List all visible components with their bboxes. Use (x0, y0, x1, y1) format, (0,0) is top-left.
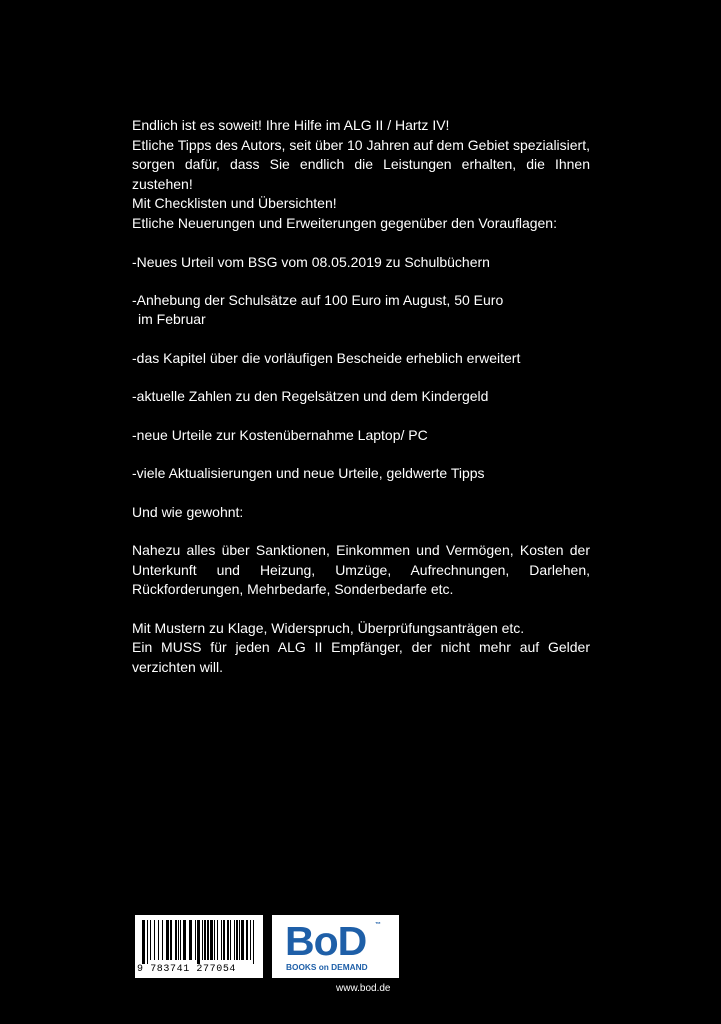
barcode-bar (246, 920, 248, 960)
barcode-bar (142, 920, 145, 964)
barcode-bar (170, 920, 172, 960)
barcode-bar (189, 920, 192, 960)
barcode-bar (207, 920, 209, 960)
barcode-bar (253, 920, 254, 964)
barcode-bar (147, 920, 148, 964)
bod-logo-text: BoD (285, 918, 367, 964)
barcode-bar (162, 920, 163, 960)
barcode-bar (195, 920, 196, 960)
intro-news: Etliche Neuerungen und Erweiterungen gegenüber den Vorauflagen: (132, 214, 557, 231)
bullet-item: -neue Urteile zur Kostenübernahme Laptop/ PC (132, 426, 428, 443)
publisher-logo (272, 915, 399, 978)
barcode-bar (236, 920, 238, 960)
barcode-bar (180, 920, 181, 960)
barcode-bar (217, 920, 218, 960)
barcode-bar (158, 920, 159, 960)
bullet-item: -Anhebung der Schulsätze auf 100 Euro im August, 50 Euro (132, 291, 504, 308)
barcode-bar (241, 920, 244, 960)
barcode-bar (183, 920, 186, 960)
barcode-bar (150, 920, 151, 960)
barcode-bar (154, 920, 155, 960)
barcode-bar (214, 920, 215, 960)
bullet-item-continuation: im Februar (138, 311, 206, 327)
barcode-bar (223, 920, 225, 960)
trademark-symbol: ™ (375, 922, 381, 928)
publisher-url: www.bod.de (336, 983, 391, 994)
barcode-bar (204, 920, 206, 960)
bod-tagline: BOOKS on DEMAND (286, 962, 368, 972)
barcode-bar (250, 920, 251, 960)
bullet-item: -viele Aktualisierungen und neue Urteile, geldwerte Tipps (132, 465, 485, 481)
closing-models: Mit Mustern zu Klage, Widerspruch, Überprüfungsanträgen etc. (132, 619, 525, 636)
barcode-bar (175, 920, 177, 960)
bullet-item: -Neues Urteil vom BSG vom 08.05.2019 zu Schulbüchern (132, 254, 490, 270)
barcode-bar (202, 920, 203, 960)
barcode-bar (166, 920, 169, 960)
barcode-bar (239, 920, 240, 960)
barcode-bar (178, 920, 179, 960)
bullet-item: -aktuelle Zahlen zu den Regelsätzen und dem Kindergeld (132, 388, 489, 404)
intro-checklists: Mit Checklisten und Übersichten! (132, 195, 337, 211)
barcode-bar (210, 920, 213, 960)
back-cover-text (132, 116, 590, 677)
barcode-bar (230, 920, 231, 960)
barcode-bars (141, 920, 257, 964)
intro-line: Endlich ist es soweit! Ihre Hilfe im ALG II / Hartz IV! (132, 117, 450, 133)
barcode-bar (197, 920, 200, 964)
isbn-barcode (135, 915, 263, 978)
barcode-bar (227, 920, 229, 960)
barcode-digits: 9 783741 277054 (137, 964, 237, 975)
bullet-item: -das Kapitel über die vorläufigen Bescheide erheblich erweitert (132, 349, 521, 366)
barcode-bar (234, 920, 235, 960)
closing-must: Ein MUSS für jeden ALG II Empfänger, der nicht mehr auf Gelder verzichten will. (132, 639, 590, 675)
closing-paragraph: Nahezu alles über Sanktionen, Einkommen und Vermögen, Kosten der Unterkunft und Heizung, Umzüge, Aufrechnungen, Darlehen, Rückforderungen, Mehrbedarfe, Sonderbedarfe etc. (132, 542, 590, 597)
closing-heading: Und wie gewohnt: (132, 503, 244, 520)
intro-paragraph: Etliche Tipps des Autors, seit über 10 Jahren auf dem Gebiet spezialisiert, sorgen dafür, dass Sie endlich die Leistungen erhalten, die Ihnen zustehen! (132, 136, 590, 192)
barcode-bar (221, 920, 222, 960)
